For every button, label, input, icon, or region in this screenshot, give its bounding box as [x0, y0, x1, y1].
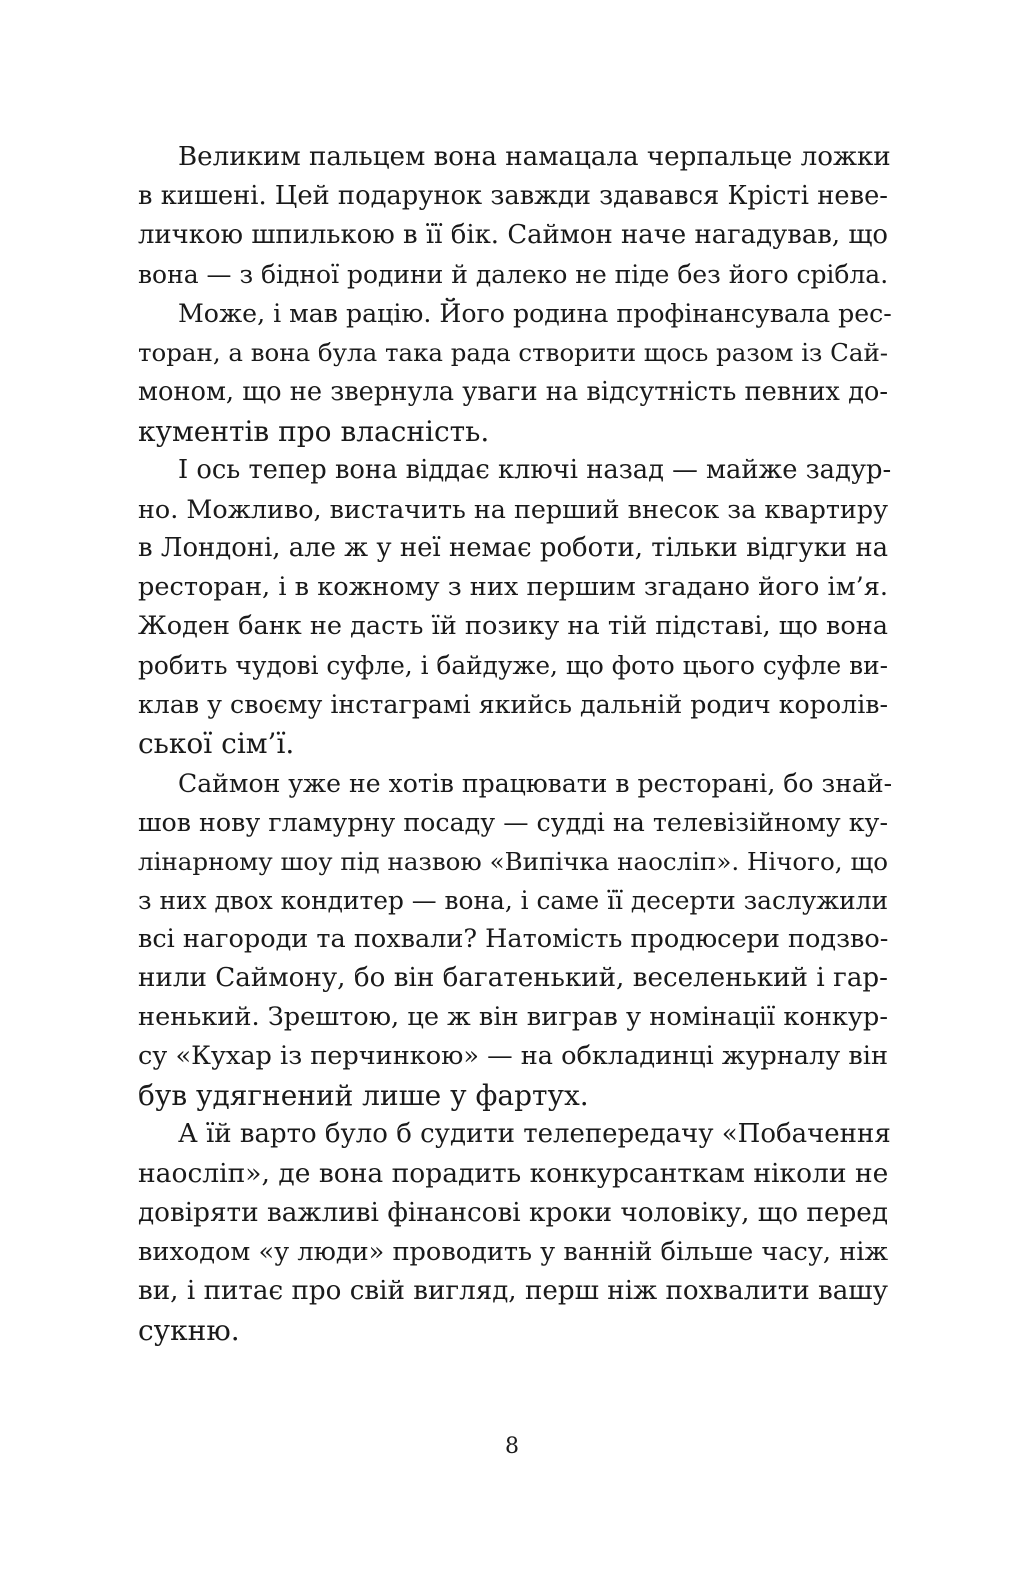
text-line: сукню. [138, 1313, 240, 1347]
text-line: в Лондоні, але ж у неї немає роботи, тільки відгуки на [138, 532, 888, 563]
body-text [138, 138, 893, 1350]
text-line: торан, а вона була така рада створити щось разом із Сай- [138, 338, 889, 368]
text-line: з них двох кондитер — вона, і саме її десерти заслужили [138, 885, 889, 915]
text-line: нили Саймону, бо він багатенький, веселенький і гар- [138, 962, 888, 993]
text-line: був удягнений лише у фартух. [138, 1079, 589, 1113]
text-line: А їй варто було б судити телепередачу «Побачення [178, 1119, 891, 1150]
text-line: лінарному шоу під назвою «Випічка наосліп». Нічого, що [138, 846, 888, 876]
text-line: Великим пальцем вона намацала черпальце ложки [178, 142, 891, 172]
text-line: робить чудові суфле, і байдуже, що фото цього суфле ви- [138, 651, 888, 681]
text-line: в кишені. Цей подарунок завжди здавався Крісті неве- [138, 181, 888, 212]
text-line: моном, що не звернула уваги на відсутність певних до- [138, 376, 888, 407]
text-line: ви, і питає про свій вигляд, перш ніж похвалити вашу [138, 1275, 888, 1306]
text-line: Саймон уже не хотів працювати в ресторані, бо знай- [178, 768, 893, 798]
text-line: виходом «у люди» проводить у ванній більше часу, ніж [138, 1236, 888, 1267]
text-line: су «Кухар із перчинкою» — на обкладинці журналу він [138, 1041, 888, 1072]
paragraph-4 [138, 764, 893, 1116]
paragraph-5 [138, 1115, 891, 1350]
text-line: но. Можливо, вистачить на перший внесок за квартиру [138, 493, 888, 524]
paragraph-2 [138, 294, 892, 450]
text-line: ненький. Зрештою, це ж він виграв у номінації конкур- [138, 1002, 888, 1033]
text-line: ресторан, і в кожному з них першим згадано його ім’я. [138, 572, 888, 603]
text-line: Жоден банк не дасть їй позику на тій підставі, що вона [138, 611, 888, 642]
paragraph-1 [138, 138, 891, 294]
text-line: кументів про власність. [138, 414, 490, 448]
text-line: шов нову гламурну посаду — судді на телевізійному ку- [138, 807, 888, 837]
text-line: вона — з бідної родини й далеко не піде без його срібла. [138, 260, 889, 290]
text-line: ської сім’ї. [138, 727, 295, 761]
text-line: Може, і мав рацію. Його родина профінансувала рес- [178, 299, 892, 329]
text-line: всі нагороди та похвали? Натомість продюсери подзво- [138, 923, 889, 954]
text-line: клав у своєму інстаграмі якийсь дальній родич королів- [138, 690, 889, 720]
page-number: 8 [505, 1434, 519, 1459]
text-line: І ось тепер вона віддає ключі назад — майже задур- [178, 454, 892, 485]
text-line: личкою шпилькою в її бік. Саймон наче нагадував, що [138, 220, 888, 251]
paragraph-3 [138, 451, 892, 764]
text-line: наосліп», де вона порадить конкурсанткам ніколи не [138, 1158, 889, 1190]
text-line: довіряти важливі фінансові кроки чоловіку, що перед [138, 1197, 888, 1228]
